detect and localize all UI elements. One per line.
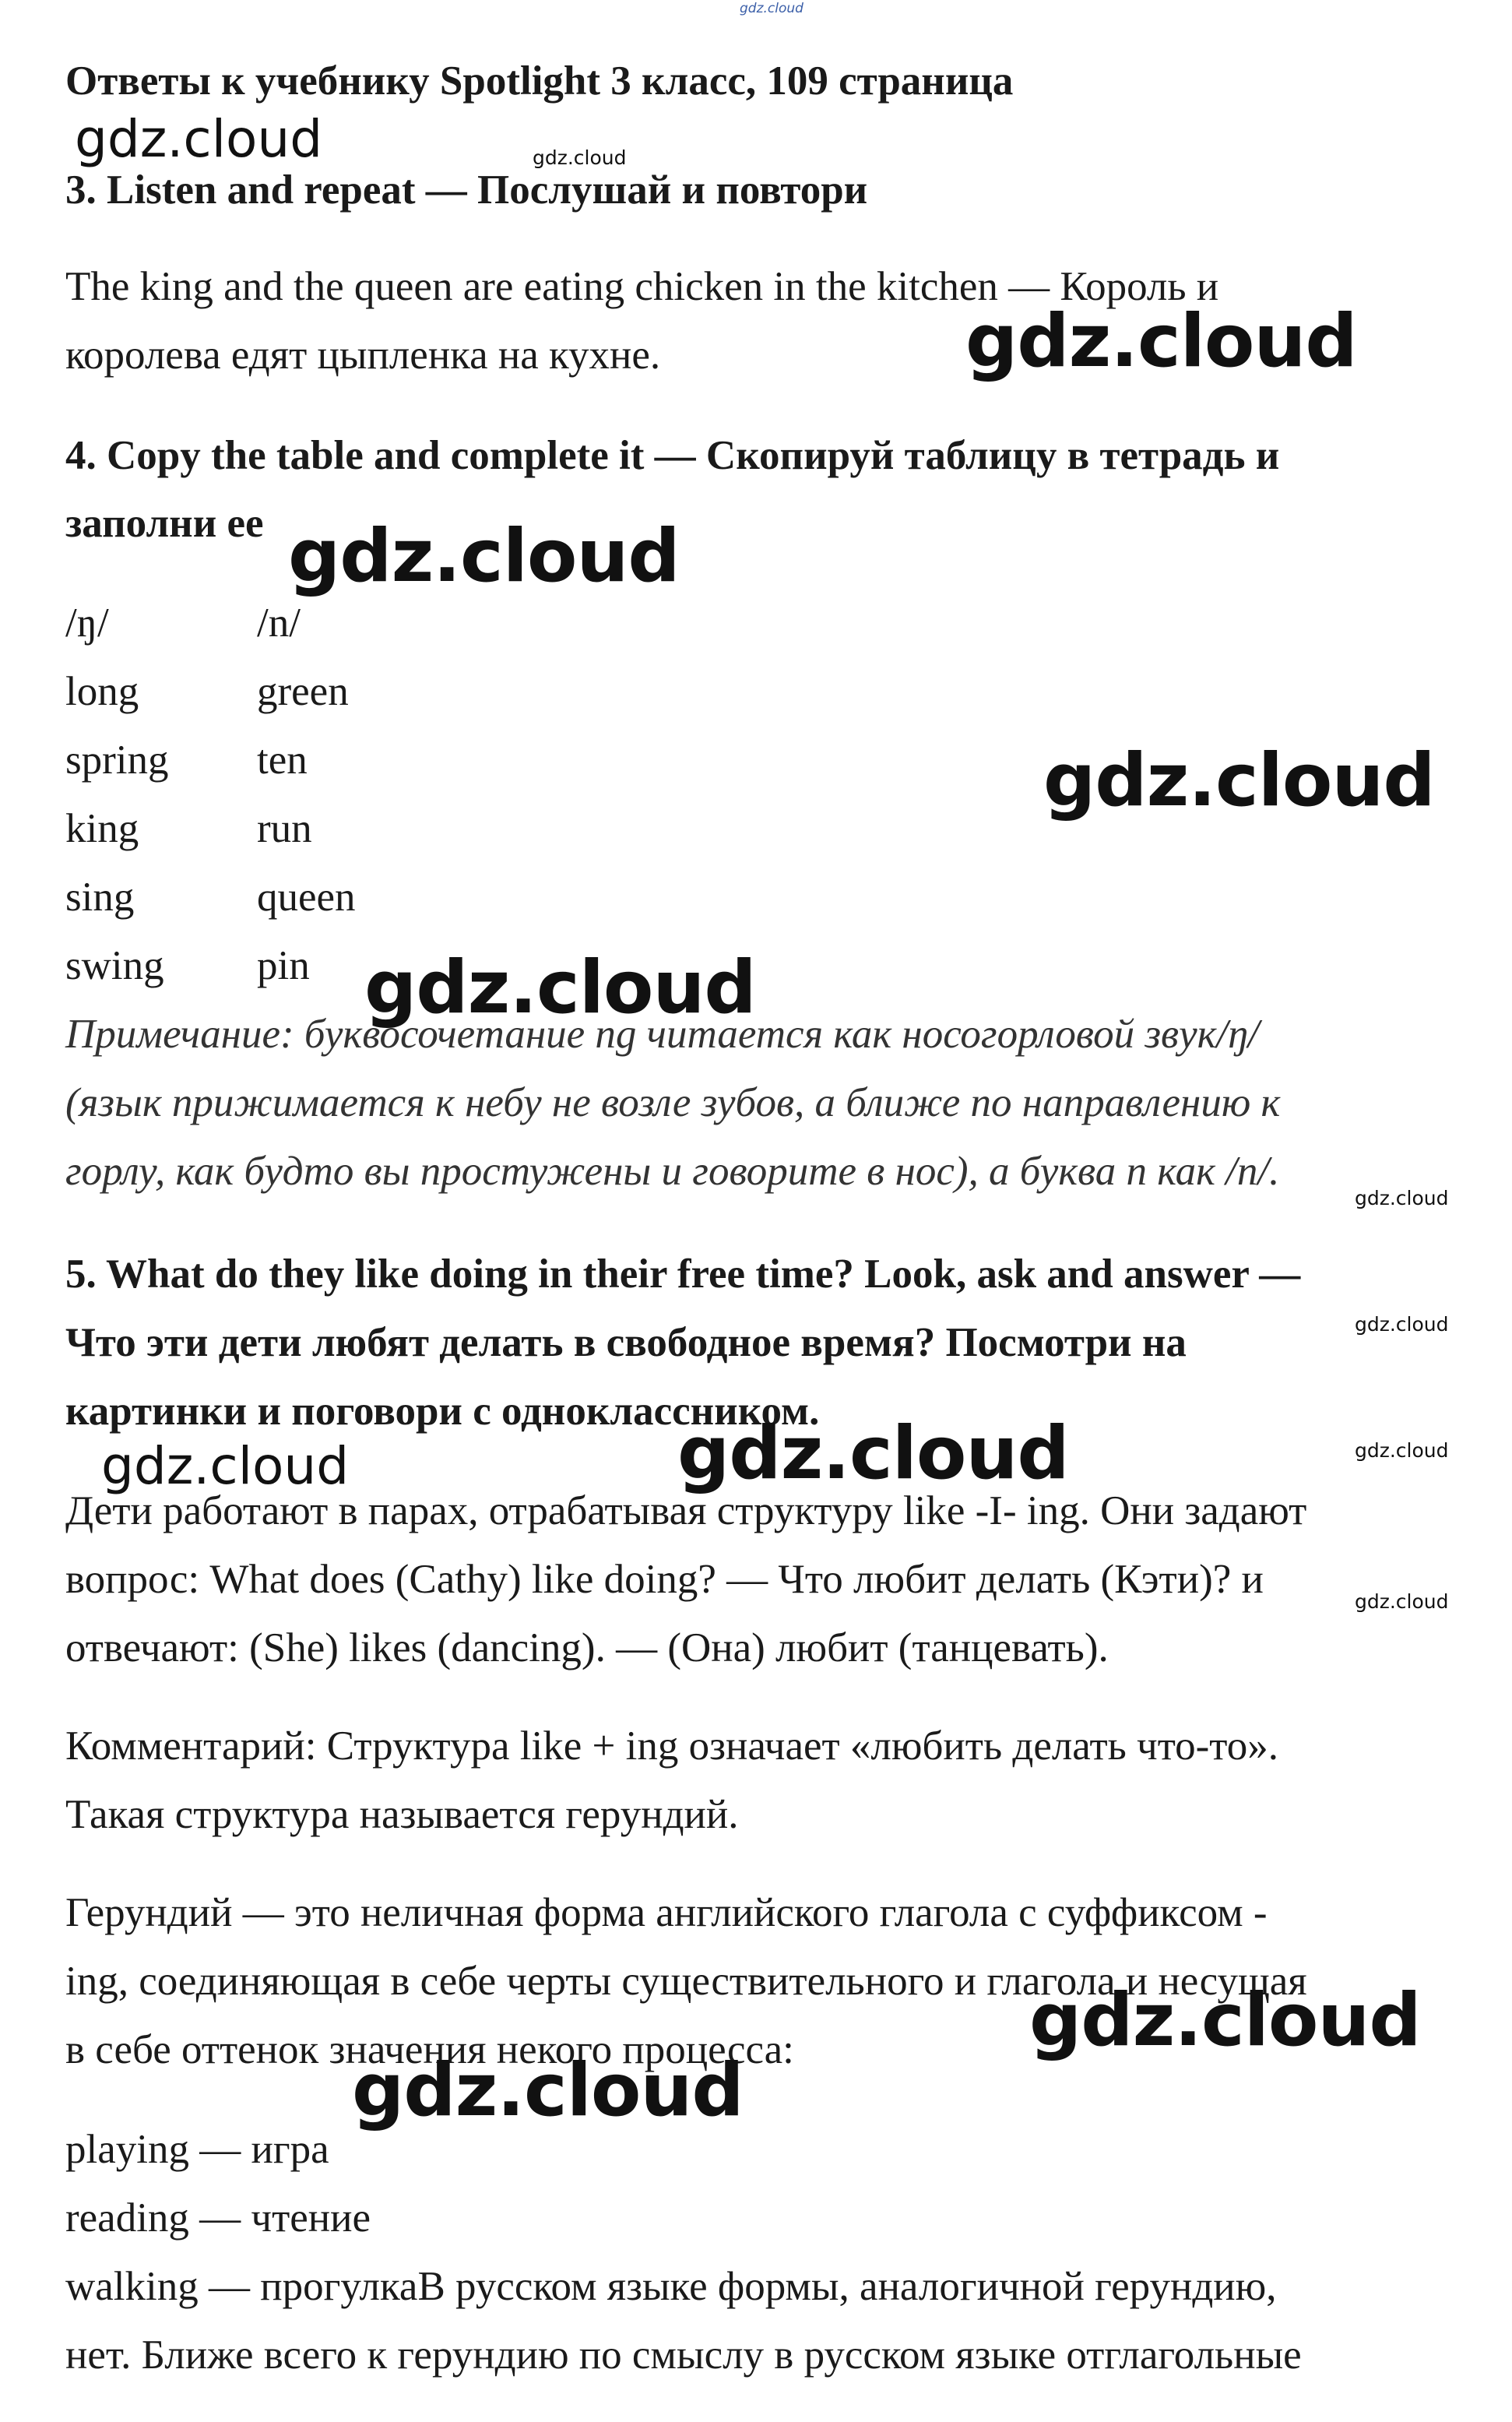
table-cell-n: pin	[257, 943, 310, 988]
watermark: gdz.cloud	[1355, 1439, 1449, 1462]
exercise-5-heading: Что эти дети любят делать в свободное время? Посмотри на	[65, 1320, 1187, 1365]
watermark: gdz.cloud	[1043, 738, 1435, 823]
table-row	[65, 804, 312, 854]
note-line: Примечание: буквосочетание ng читается как носогорловой звук/ŋ/	[65, 1012, 1260, 1057]
watermark: gdz.cloud	[1355, 1313, 1449, 1336]
table-row	[65, 941, 310, 991]
comment-line: Комментарий: Структура like + ing означает «любить делать что-то».	[65, 1723, 1279, 1769]
table-row	[65, 667, 349, 716]
gerund-line: в себе оттенок значения некого процесса:	[65, 2027, 794, 2072]
table-cell-n: /n/	[257, 600, 301, 646]
table-cell-ng: swing	[65, 943, 164, 988]
watermark: gdz.cloud	[352, 2048, 744, 2133]
note-line: (язык прижимается к небу не возле зубов, а ближе по направлению к	[65, 1080, 1281, 1125]
table-row	[65, 598, 301, 648]
exercise-5-heading: 5. What do they like doing in their free time? Look, ask and answer —	[65, 1251, 1301, 1297]
exercise-3-line: The king and the queen are eating chicken in the kitchen — Король и	[65, 264, 1219, 309]
watermark: gdz.cloud	[677, 1411, 1069, 1496]
example-line: reading — чтение	[65, 2195, 371, 2241]
watermark: gdz.cloud	[101, 1436, 350, 1496]
watermark: gdz.cloud	[1029, 1978, 1421, 2063]
exercise-4-heading: 4. Copy the table and complete it — Скопируй таблицу в тетрадь и	[65, 433, 1280, 478]
table-cell-ng: /ŋ/	[65, 600, 109, 646]
table-cell-ng: long	[65, 669, 139, 714]
watermark: gdz.cloud	[75, 109, 323, 169]
watermark-top: gdz.cloud	[740, 1, 803, 16]
note-line: горлу, как будто вы простужены и говорите в нос), а буква n как /n/.	[65, 1149, 1280, 1194]
gerund-line: Герундий — это неличная форма английского глагола с суффиксом -	[65, 1890, 1268, 1935]
table-cell-ng: sing	[65, 875, 135, 920]
watermark: gdz.cloud	[1355, 1590, 1449, 1613]
exercise-5-line: вопрос: What does (Cathy) like doing? — Что любит делать (Кэти)? и	[65, 1557, 1264, 1602]
example-line: нет. Ближе всего к герундию по смыслу в русском языке отглагольные	[65, 2332, 1302, 2378]
page-title: Ответы к учебнику Spotlight 3 класс, 109 страница	[65, 58, 1014, 104]
comment-line: Такая структура называется герундий.	[65, 1792, 739, 1837]
example-line: playing — игра	[65, 2127, 329, 2172]
exercise-4-heading: заполни ее	[65, 501, 264, 546]
exercise-5-heading: картинки и поговори с одноклассником.	[65, 1389, 820, 1434]
watermark: gdz.cloud	[288, 514, 680, 599]
table-cell-ng: king	[65, 806, 139, 851]
exercise-5-line: отвечают: (She) likes (dancing). — (Она) любит (танцевать).	[65, 1625, 1109, 1670]
table-cell-n: green	[257, 669, 349, 714]
exercise-3-line: королева едят цыпленка на кухне.	[65, 333, 661, 378]
example-line: walking — прогулкаВ русском языке формы, аналогичной герундию,	[65, 2264, 1277, 2309]
watermark: gdz.cloud	[965, 299, 1357, 384]
gerund-line: ing, соединяющая в себе черты существительного и глагола и несущая	[65, 1959, 1307, 2004]
watermark: gdz.cloud	[533, 146, 627, 169]
watermark: gdz.cloud	[364, 945, 756, 1030]
table-cell-n: ten	[257, 738, 308, 783]
exercise-3-heading: 3. Listen and repeat — Послушай и повтори	[65, 167, 868, 213]
table-cell-n: run	[257, 806, 312, 851]
exercise-5-line: Дети работают в парах, отрабатывая структуру like -I- ing. Они задают	[65, 1488, 1307, 1533]
table-row	[65, 872, 356, 922]
table-cell-n: queen	[257, 875, 356, 920]
table-cell-ng: spring	[65, 738, 169, 783]
table-row	[65, 735, 308, 785]
watermark: gdz.cloud	[1355, 1187, 1449, 1209]
